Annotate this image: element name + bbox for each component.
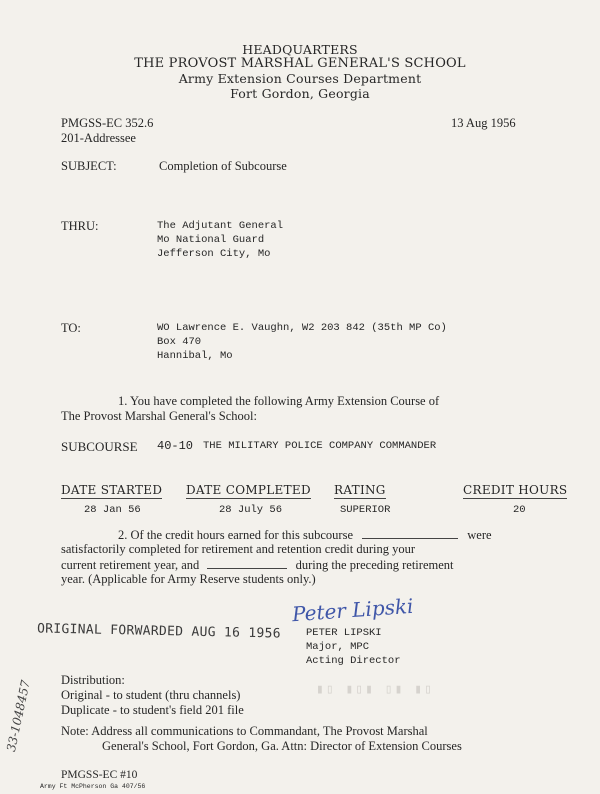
subcourse-label: SUBCOURSE	[61, 439, 138, 454]
para1-line-2: The Provost Marshal General's School:	[61, 409, 257, 423]
para2-line-1b: were	[467, 528, 492, 542]
note-line-2: General's School, Fort Gordon, Ga. Attn: Director of Extension Courses	[102, 739, 462, 753]
subcourse-number: 40-10	[157, 439, 194, 453]
letter-date: 13 Aug 1956	[451, 116, 516, 130]
col-date-started: DATE STARTED	[61, 483, 163, 497]
to-label: TO:	[61, 321, 81, 335]
signer-rank: Major, MPC	[306, 641, 370, 653]
reference-code: PMGSS-EC 352.6	[61, 116, 154, 130]
to-line-2: Box 470	[157, 336, 202, 348]
subcourse-title: THE MILITARY POLICE COMPANY COMMANDER	[203, 440, 437, 452]
header-line-1: HEADQUARTERS	[242, 42, 358, 57]
subject-text: Completion of Subcourse	[159, 159, 287, 173]
thru-line-3: Jefferson City, Mo	[157, 248, 271, 260]
para2-line-3a: current retirement year, and	[61, 558, 200, 572]
to-line-3: Hannibal, Mo	[157, 350, 233, 362]
header-line-3: Army Extension Courses Department	[178, 71, 422, 86]
signer-name: PETER LIPSKI	[306, 627, 382, 639]
para1-line-1: 1. You have completed the following Army Extension Course of	[118, 394, 440, 408]
header-line-4: Fort Gordon, Georgia	[230, 86, 370, 101]
thru-line-2: Mo National Guard	[157, 234, 265, 246]
header-line-2: THE PROVOST MARSHAL GENERAL'S SCHOOL	[134, 56, 466, 71]
forwarded-stamp: ORIGINAL FORWARDED AUG 16 1956	[36, 621, 281, 642]
distribution-label: Distribution:	[61, 673, 125, 687]
para2-line-1a: 2. Of the credit hours earned for this subcourse	[118, 528, 353, 542]
signature-script: Peter Lipski	[291, 593, 415, 627]
thru-line-1: The Adjutant General	[157, 220, 284, 232]
signer-title: Acting Director	[306, 655, 401, 667]
cell-date-started: 28 Jan 56	[84, 504, 141, 516]
para2-line-3b: during the preceding retirement	[295, 558, 454, 572]
margin-handwritten-note: 33-1048457	[4, 678, 33, 753]
to-line-1: WO Lawrence E. Vaughn, W2 203 842 (35th MP Co)	[157, 322, 447, 334]
bleed-through-mark: ▮▯ ▮▯▮ ▯▮ ▮▯	[316, 682, 434, 697]
distribution-duplicate: Duplicate - to student's field 201 file	[61, 703, 244, 717]
form-number: PMGSS-EC #10	[61, 769, 138, 781]
col-date-completed: DATE COMPLETED	[186, 483, 311, 497]
addressee-line: 201-Addressee	[61, 131, 136, 145]
printer-line: Army Ft McPherson Ga 407/56	[40, 783, 146, 790]
col-rating: RATING	[334, 483, 386, 497]
thru-label: THRU:	[61, 219, 99, 233]
distribution-original: Original - to student (thru channels)	[61, 688, 241, 702]
para2-line-4: year. (Applicable for Army Reserve students only.)	[61, 572, 316, 586]
cell-credit-hours: 20	[513, 504, 526, 516]
col-credit-hours: CREDIT HOURS	[463, 483, 568, 497]
cell-rating: SUPERIOR	[340, 504, 391, 516]
preceding-year-blank	[207, 557, 287, 569]
cell-date-completed: 28 July 56	[219, 504, 283, 516]
para2-line-2: satisfactorily completed for retirement and retention credit during your	[61, 542, 416, 556]
note-line-1: Note: Address all communications to Commandant, The Provost Marshal	[61, 724, 428, 738]
subject-label: SUBJECT:	[61, 159, 117, 173]
credit-hours-blank	[362, 527, 458, 539]
